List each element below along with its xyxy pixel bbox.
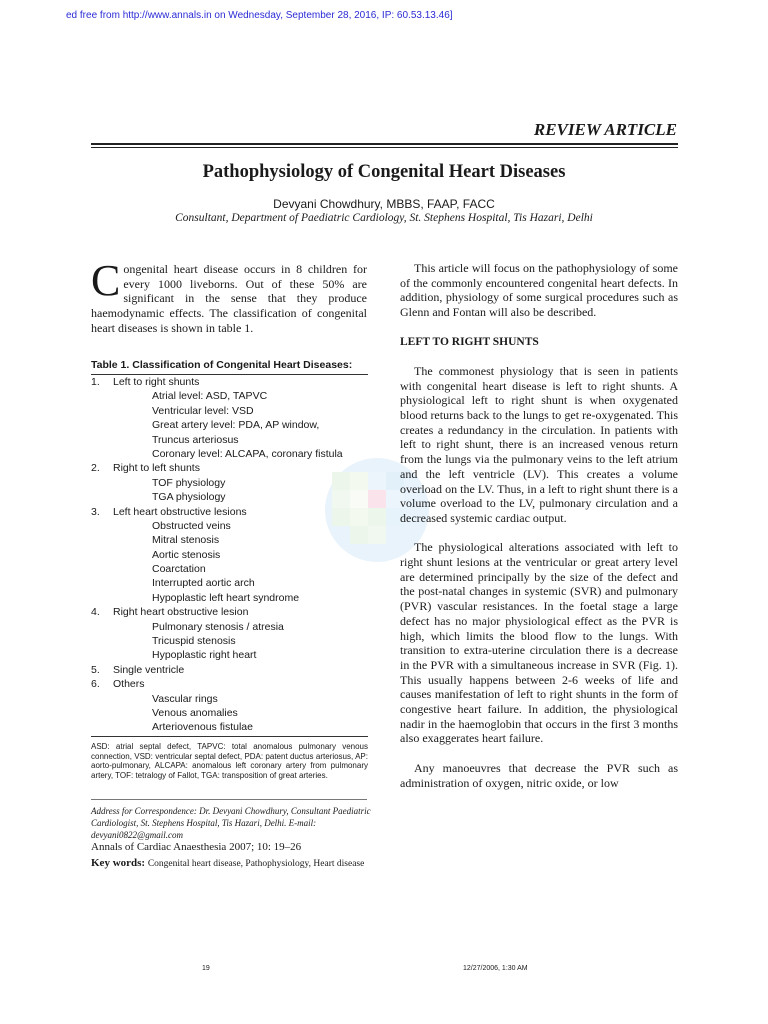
table-row-category: Left to right shunts <box>113 376 200 388</box>
table-row <box>91 663 368 677</box>
intro-paragraph <box>91 256 367 336</box>
header-rule-thin <box>91 147 678 148</box>
table-row <box>91 375 368 389</box>
keywords-values: Congenital heart disease, Pathophysiology, Heart disease <box>147 859 365 869</box>
table-row-subitem: Obstructed veins <box>152 519 231 532</box>
header-rule-thick <box>91 143 678 145</box>
download-banner-link[interactable]: ed free from http://www.annals.in on Wednesday, September 28, 2016, IP: 60.53.13.46] <box>66 10 453 21</box>
table-row-number: 4. <box>91 606 100 619</box>
table-row-subitem: Great artery level: PDA, AP window, <box>152 419 320 432</box>
table-row <box>91 620 368 634</box>
right-column <box>400 261 678 790</box>
table-row-subitem: Aortic stenosis <box>152 548 221 561</box>
table-row-subitem: Venous anomalies <box>152 706 238 719</box>
table-row <box>91 591 368 605</box>
table-row-subitem: Mitral stenosis <box>152 534 220 547</box>
print-timestamp: 12/27/2006, 1:30 AM <box>463 965 528 972</box>
table-row-category: Left heart obstructive lesions <box>113 505 247 518</box>
table-footnote: ASD: atrial septal defect, TAPVC: total anomalous pulmonary venous connection, VSD: ventricular septal defect, PDA: patent ductus arteriosus, AP: aorto-pulmonary, ALCAPA: anomalous left coronary artery from pulmonary artery, TOF: tetralogy of Fallot, TGA: transposition of great arteries. <box>91 742 368 780</box>
table-row-subitem: Arteriovenous fistulae <box>152 721 253 734</box>
paragraph-intro-focus: This article will focus on the pathophysiology of some of the commonly encountered congenital heart defects. In addition, physiology of some surgical procedures such as Glenn and Fontan will also be described. <box>400 261 678 320</box>
table-row <box>91 404 368 418</box>
table-row <box>91 692 368 706</box>
table-row-subitem: Interrupted aortic arch <box>152 577 255 590</box>
table-row <box>91 634 368 648</box>
footnote-rule <box>91 799 367 800</box>
table-row-category: Others <box>113 678 145 691</box>
author-affiliation: Consultant, Department of Paediatric Cardiology, St. Stephens Hospital, Tis Hazari, Delhi <box>175 212 593 224</box>
table-row-subitem: TOF physiology <box>152 476 226 489</box>
table-row-subitem: Coarctation <box>152 563 206 576</box>
journal-citation: Annals of Cardiac Anaesthesia 2007; 10: 19–26 <box>91 841 302 853</box>
table-row-number: 2. <box>91 462 100 475</box>
table-row <box>91 706 368 720</box>
table-row <box>91 576 368 590</box>
table-row-number: 5. <box>91 663 100 676</box>
table-row-subitem: Tricuspid stenosis <box>152 635 236 648</box>
table-row-category: Right heart obstructive lesion <box>113 606 249 619</box>
table-row-category: Single ventricle <box>113 663 185 676</box>
keywords-line <box>91 857 364 869</box>
table-row-number: 1. <box>91 376 100 388</box>
table-row <box>91 418 368 432</box>
table-row <box>91 677 368 691</box>
table-row-subitem: Hypoplastic right heart <box>152 649 257 662</box>
table-row-subitem: Atrial level: ASD, TAPVC <box>152 390 268 403</box>
table-row-number: 6. <box>91 678 100 691</box>
table-row-subitem: Pulmonary stenosis / atresia <box>152 620 284 633</box>
table-row-subitem: TGA physiology <box>152 491 226 504</box>
article-type-label: REVIEW ARTICLE <box>533 120 677 139</box>
table-row-subitem: Coronary level: ALCAPA, coronary fistula <box>152 447 343 460</box>
table-row-category: Right to left shunts <box>113 462 200 475</box>
paragraph-manoeuvres: Any manoeuvres that decrease the PVR such as administration of oxygen, nitric oxide, or low <box>400 760 678 790</box>
table-row <box>91 648 368 662</box>
page-number: 19 <box>202 965 210 972</box>
paragraph-physiological-alterations: The physiological alterations associated with left to right shunt lesions at the ventricular or great artery level are determined principally by the size of the defect and the post-natal changes in systemic (SVR) and pulmonary (PVR) vascular resistances. In the foetal stage a large defect has no major physiological effect as the PVR is high, which limits the blood flow to the lungs. With transition to extra-uterine circulation there is a decrease in the PVR with a simultaneous increase in SVR (Fig. 1). This usually happens between 2-6 weeks of life and causes manifestation of left to right shunts in the form of congestive heart failure. In addition, the physiological nadir in the haemoglobin that occurs in the first 3 months also exaggerates heart failure. <box>400 540 678 746</box>
table-row <box>91 389 368 403</box>
keywords-label: Key words: <box>91 857 146 869</box>
author-line: Devyani Chowdhury, MBBS, FAAP, FACC <box>273 197 495 211</box>
intro-text: ongenital heart disease occurs in 8 children for every 1000 liveborns. Out of these 50% are significant in the sense that they produce haemodynamic effects. The classification of congenital heart diseases is shown in table 1. <box>91 262 367 335</box>
table-row <box>91 605 368 619</box>
table-row-subitem: Ventricular level: VSD <box>152 404 254 417</box>
table-row-subitem: Vascular rings <box>152 692 218 705</box>
drop-cap: C <box>91 256 121 305</box>
table-row-subitem: Hypoplastic left heart syndrome <box>152 591 300 604</box>
table-row <box>91 720 368 734</box>
article-title: Pathophysiology of Congenital Heart Diseases <box>202 162 566 182</box>
section-heading-left-to-right-shunts: LEFT TO RIGHT SHUNTS <box>400 335 539 348</box>
table-bottom-rule <box>91 736 368 737</box>
table-row <box>91 433 368 447</box>
correspondence-address: Address for Correspondence: Dr. Devyani Chowdhury, Consultant Paediatric Cardiologist, St. Stephens Hospital, Tis Hazari, Delhi. E-mail: devyani0822@gmail.com <box>91 806 371 840</box>
paragraph-commonest-physiology: The commonest physiology that is seen in patients with congenital heart disease is left to right shunts. A physiological left to right shunt is when oxygenated blood returns back to the lungs to get re-oxygenated. This creates a redundancy in the circulation. In patients with left to right shunt, there is an increased venous return from the lungs via the pulmonary veins to the left atrium and the left ventricle (LV). This creates a volume overload on the LV. Thus, in a left to right shunt there is a volume overload to the LV, pulmonary circulation and a decreased systemic cardiac output. <box>400 363 678 525</box>
table-title: Table 1. Classification of Congenital Heart Diseases: <box>91 359 353 371</box>
table-row-number: 3. <box>91 505 100 518</box>
table-row-subitem: Truncus arteriosus <box>152 433 239 446</box>
